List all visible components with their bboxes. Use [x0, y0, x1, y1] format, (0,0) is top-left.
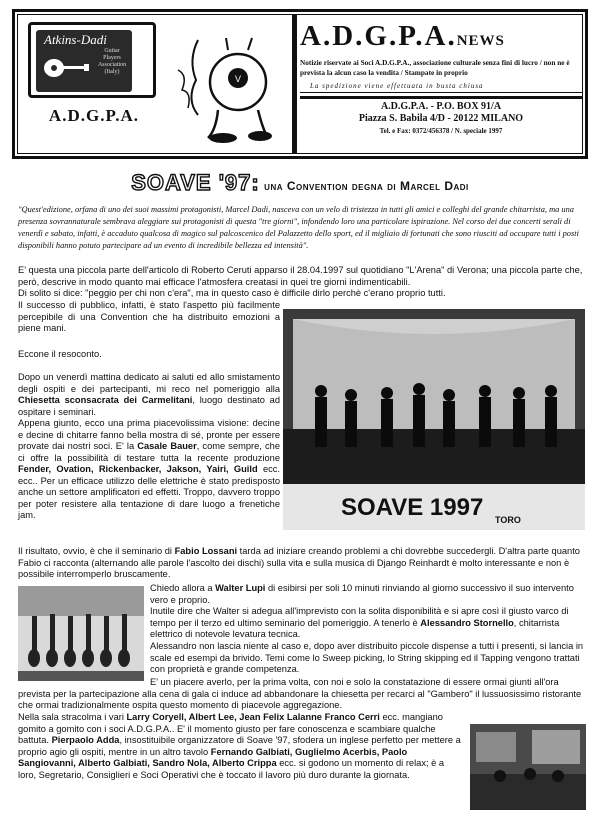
logo-club-name: Atkins-Dadi: [44, 32, 107, 47]
paragraph: Alessandro non lascia niente al caso e, dopo aver distribuito piccole dispense a tutti i presenti, si lancia in scale ed esempi da brivido. Temi come lo Sweep picking, lo String skipping ed il Tapping vengono trattati con proprietà e grande competenza.: [150, 641, 584, 674]
logo-subtitle: Guitar Players Association (Italy): [97, 48, 127, 75]
guitar-icon: [40, 52, 90, 82]
paragraph: E' questa una piccola parte dell'articolo di Roberto Ceruti apparso il 28.04.1997 sul quotidiano "L'Arena" di Verona; una piccola parte che, però, descrive in modo quanto mai efficace l'atmosfera creatasi in quei tre giorni indimenticabili. Di solito si dice: "peggio per chi non c'era", ma in questo caso è difficile dirlo perchè c'erano proprio tutti.: [18, 265, 583, 298]
stage-sponsor-text: TORO: [495, 515, 521, 525]
newsletter-title: A.D.G.P.A.NEWS: [300, 20, 505, 52]
notice-line: Notizie riservate ai Soci A.D.G.P.A., associazione culturale senza fini di lucro / non ne è prevista la alcun caso la vendita / Stampate in proprio: [300, 58, 570, 77]
header-rule-thick: [300, 96, 582, 99]
paragraph: Appena giunto, ecco una prima piacevolissima visione: decine e decine di chitarre fanno bella mostra di sé, pronte per essere provate dai nostri soci. E' la Casale Bauer, come sempre, che ci offre la possibilità di testare tutta la recente produzione Fender, Ovation, Rickenbacker, Jakson, Yairi, Guild ecc. ecc.. Per un efficace utilizzo delle elettriche è stato predisposto anche un settore amplificatori ed effetti. Troppo, davvero troppo per poter resistere alla tentazione di dare luogo a frenetiche jam.: [18, 418, 280, 520]
paragraph: Nella sala stracolma i vari Larry Coryell, Albert Lee, Jean Felix Lalanne Franco Cerri ecc. mangiano gomito a gomito con i soci A.D.G.P.A.. E' il momento giusto per fare conoscenza e scambiare qualche battuta. Pierpaolo Adda, insostituibile organizzatore di Soave '97, sfodera un inglese perfetto per mettere a proprio agio gli ospiti, mentre in un altro tavolo Fernando Galbiati, Guglielmo Acerbis, Paolo Sangiovanni, Alberto Galbiati, Sandro Nola, Alberto Crippa ecc. si godono un momento di relax; è a loro, Segretario, Consiglieri e Soci Operativi che è toccato il lavoro più duro durante la giornata.: [18, 712, 461, 780]
paragraph: Inutile dire che Walter si adegua all'imprevisto con la solita disponibilità e si apre così il giusto varco di tempo per il terzo ed ultimo seminario del pomeriggio. A tenerlo è Alessandro Stornello, chitarrista elettrico di notevole levatura tecnica.: [150, 606, 569, 639]
svg-text:V: V: [234, 74, 242, 84]
paragraph: Il successo di pubblico, infatti, è stato l'aspetto più facilmente percepibile di una Convention che ha distribuito emozioni a piene mani.: [18, 300, 280, 333]
paragraph: Eccone il resoconto.: [18, 349, 102, 359]
masthead-divider: [292, 14, 297, 154]
stage-banner-text: SOAVE 1997: [341, 494, 484, 521]
paragraph: Dopo un venerdì mattina dedicato ai saluti ed allo smistamento degli ospiti e dei partecipanti, mi reco nel pomeriggio alla Chiesetta sconsacrata dei Carmelitani, luogo destinato ad ospitare i seminari.: [18, 372, 280, 417]
paragraph: E' un piacere averlo, per la prima volta, con noi e solo la constatazione di essere ormai giunti all'ora prevista per la partecipazione alla cena di gala ci induce ad abbandonare la chiesetta per recarci al "Gambero" il lussuosissimo ristorante che ormai tradizionalmente ospita questo momento di piacevole aggregazione.: [18, 677, 582, 710]
paragraph: Il risultato, ovvio, è che il seminario di Fabio Lossani tarda ad iniziare creando problemi a chi dovrebbe succedergli. D'altra parte quanto Fabio ci racconta (alternando alle parole l'ascolto dei dischi) sulla vita e sulla musica di Django Reinhardt è molto interessante e non è possibile interromperlo bruscamente.: [18, 546, 580, 579]
header-rule: [300, 92, 582, 93]
mascot-illustration: [168, 20, 280, 145]
article-headline: SOAVE '97: una Convention degna di Marcel Dadi: [131, 170, 469, 195]
paragraph: Chiedo allora a Walter Lupi di esibirsi per soli 10 minuti rinviando al giorno successivo il suo intervento vero e proprio.: [150, 583, 574, 605]
restaurant-photo: [470, 724, 586, 810]
article-intro-quote: "Quest'edizione, orfana di uno dei suoi massimi protagonisti, Marcel Dadi, nasceva con un velo di tristezza in tutti gli amici e colleghi del grande chitarrista, ma una presenza sovrannaturale sembrava aleggiare sui protagonisti di questa "tre giorni", infondendo loro una particolare ispirazione. Nel corso dei due concerti serali di venerdì e sabato, infatti, è accaduto qualcosa di magico sul palcoscenico del Palazzetto dello sport, ed il migliaio di fortunati che sono riusciti ad occupare tutti i posti disponibili hanno potuto partecipare ad un evento di incredibile bellezza ed intensità".: [18, 205, 579, 250]
address-block: A.D.G.P.A. - P.O. BOX 91/A Piazza S. Babila 4/D - 20122 MILANO Tel. e Fax: 0372/456378 / N. speciale 1997: [358, 101, 524, 135]
org-short-name: A.D.G.P.A.: [48, 106, 140, 125]
mailing-note: La spedizione viene effettuata in busta chiusa: [310, 82, 484, 90]
guitars-display-photo: [18, 586, 144, 681]
stage-photo: [283, 309, 585, 530]
